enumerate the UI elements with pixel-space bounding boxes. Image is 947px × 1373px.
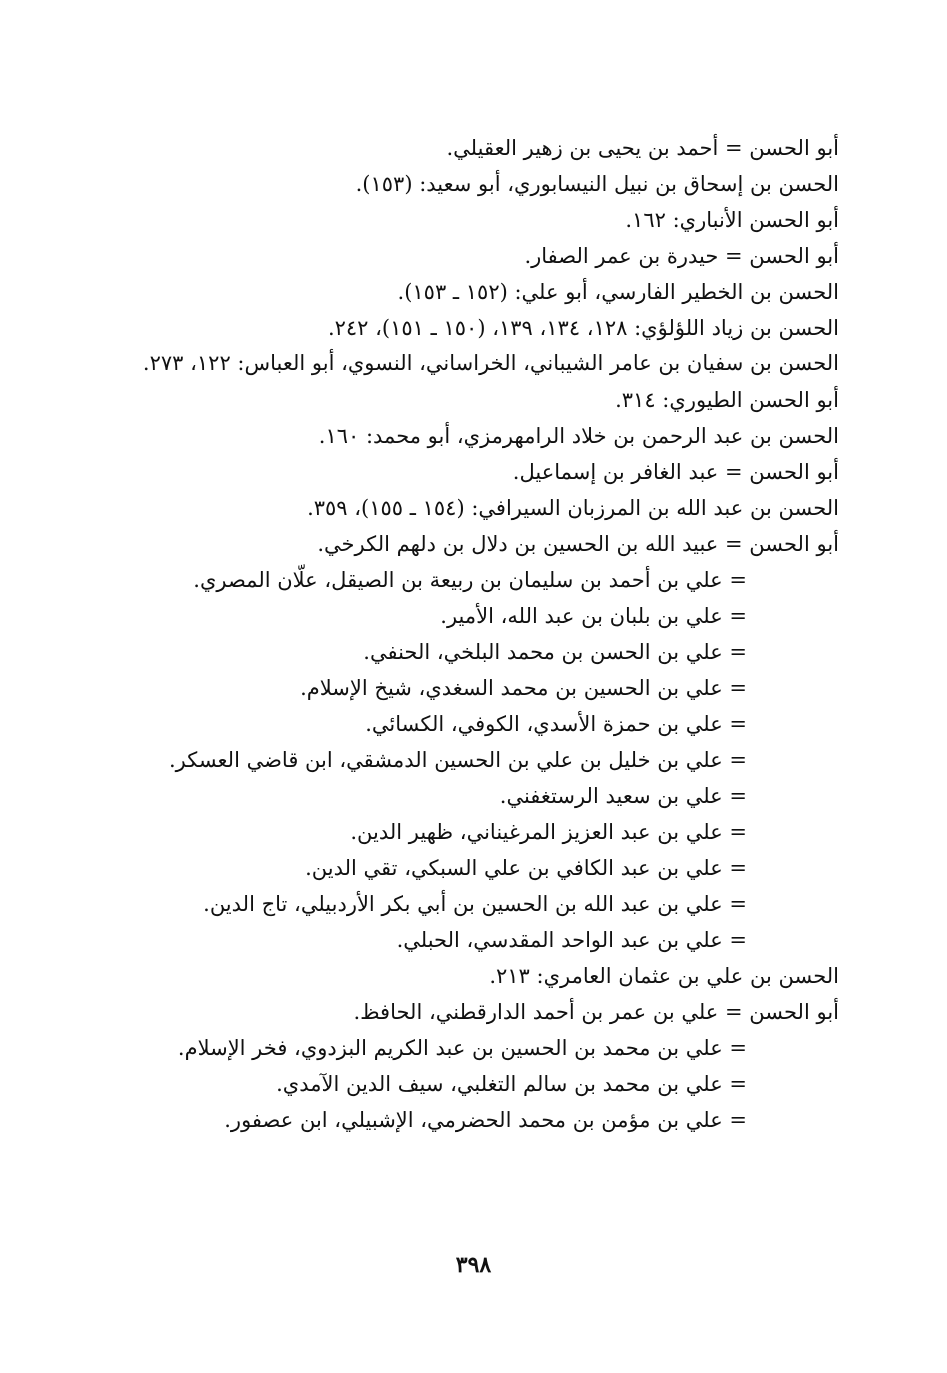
- index-entry: الحسن بن زياد اللؤلؤي: ١٢٨، ١٣٤، ١٣٩، (١٥٠ ـ ١٥١)، ٢٤٢.: [327, 316, 839, 340]
- index-sub-entry: = علي بن مؤمن بن محمد الحضرمي، الإشبيلي، ابن عصفور.: [224, 1108, 747, 1132]
- index-sub-entry: = علي بن أحمد بن سليمان بن ربيعة بن الصيقل، علّان المصري.: [193, 568, 747, 592]
- index-entry: أبو الحسن الطيوري: ٣١٤.: [615, 388, 839, 412]
- index-sub-entry: = علي بن محمد بن الحسين بن عبد الكريم البزدوي، فخر الإسلام.: [177, 1036, 747, 1060]
- index-entry: الحسن بن عبد الرحمن بن خلاد الرامهرمزي، أبو محمد: ١٦٠.: [318, 424, 839, 448]
- index-sub-entry: = علي بن الحسين بن محمد السغدي، شيخ الإسلام.: [300, 676, 747, 700]
- index-entry: الحسن بن الخطير الفارسي، أبو علي: (١٥٢ ـ ١٥٣).: [397, 280, 839, 304]
- index-entry: أبو الحسن = عبيد الله بن الحسين بن دلال بن دلهم الكرخي.: [317, 532, 839, 556]
- index-sub-entry: = علي بن حمزة الأسدي، الكوفي، الكسائي.: [365, 712, 747, 736]
- index-entry: الحسن بن إسحاق بن نبيل النيسابوري، أبو سعيد: (١٥٣).: [355, 172, 839, 196]
- index-entry: الحسن بن علي بن عثمان العامري: ٢١٣.: [489, 964, 839, 988]
- index-sub-entry: = علي بن عبد الكافي بن علي السبكي، تقي الدين.: [305, 856, 747, 880]
- page-number: ٣٩٨: [455, 1252, 492, 1278]
- index-sub-entry: = علي بن خليل بن علي بن الحسين الدمشقي، ابن قاضي العسكر.: [168, 748, 747, 772]
- index-sub-entry: = علي بن عبد الواحد المقدسي، الحبلي.: [396, 928, 747, 952]
- index-sub-entry: = علي بن عبد الله بن الحسين بن أبي بكر الأردبيلي، تاج الدين.: [203, 892, 747, 916]
- index-entry: الحسن بن سفيان بن عامر الشيباني، الخراساني، النسوي، أبو العباس: ١٢٢، ٢٧٣.: [142, 351, 839, 375]
- index-entry: أبو الحسن = حيدرة بن عمر الصفار.: [524, 244, 839, 268]
- index-sub-entry: = علي بن الحسن بن محمد البلخي، الحنفي.: [363, 640, 747, 664]
- index-entry: أبو الحسن الأنباري: ١٦٢.: [625, 208, 839, 232]
- index-sub-entry: = علي بن محمد بن سالم التغلبي، سيف الدين الآمدي.: [276, 1072, 747, 1096]
- index-entry: أبو الحسن = أحمد بن يحيى بن زهير العقيلي.: [446, 136, 839, 160]
- index-sub-entry: = علي بن عبد العزيز المرغيناني، ظهير الدين.: [350, 820, 747, 844]
- index-sub-entry: = علي بن بلبان بن عبد الله، الأمير.: [440, 604, 747, 628]
- index-entry: الحسن بن عبد الله بن المرزبان السيرافي: (١٥٤ ـ ١٥٥)، ٣٥٩.: [307, 496, 839, 520]
- index-sub-entry: = علي بن سعيد الرستغفني.: [499, 784, 747, 808]
- index-entries: [99, 130, 839, 1138]
- index-entry: أبو الحسن = علي بن عمر بن أحمد الدارقطني، الحافظ.: [353, 1000, 839, 1024]
- index-entry: أبو الحسن = عبد الغافر بن إسماعيل.: [512, 460, 839, 484]
